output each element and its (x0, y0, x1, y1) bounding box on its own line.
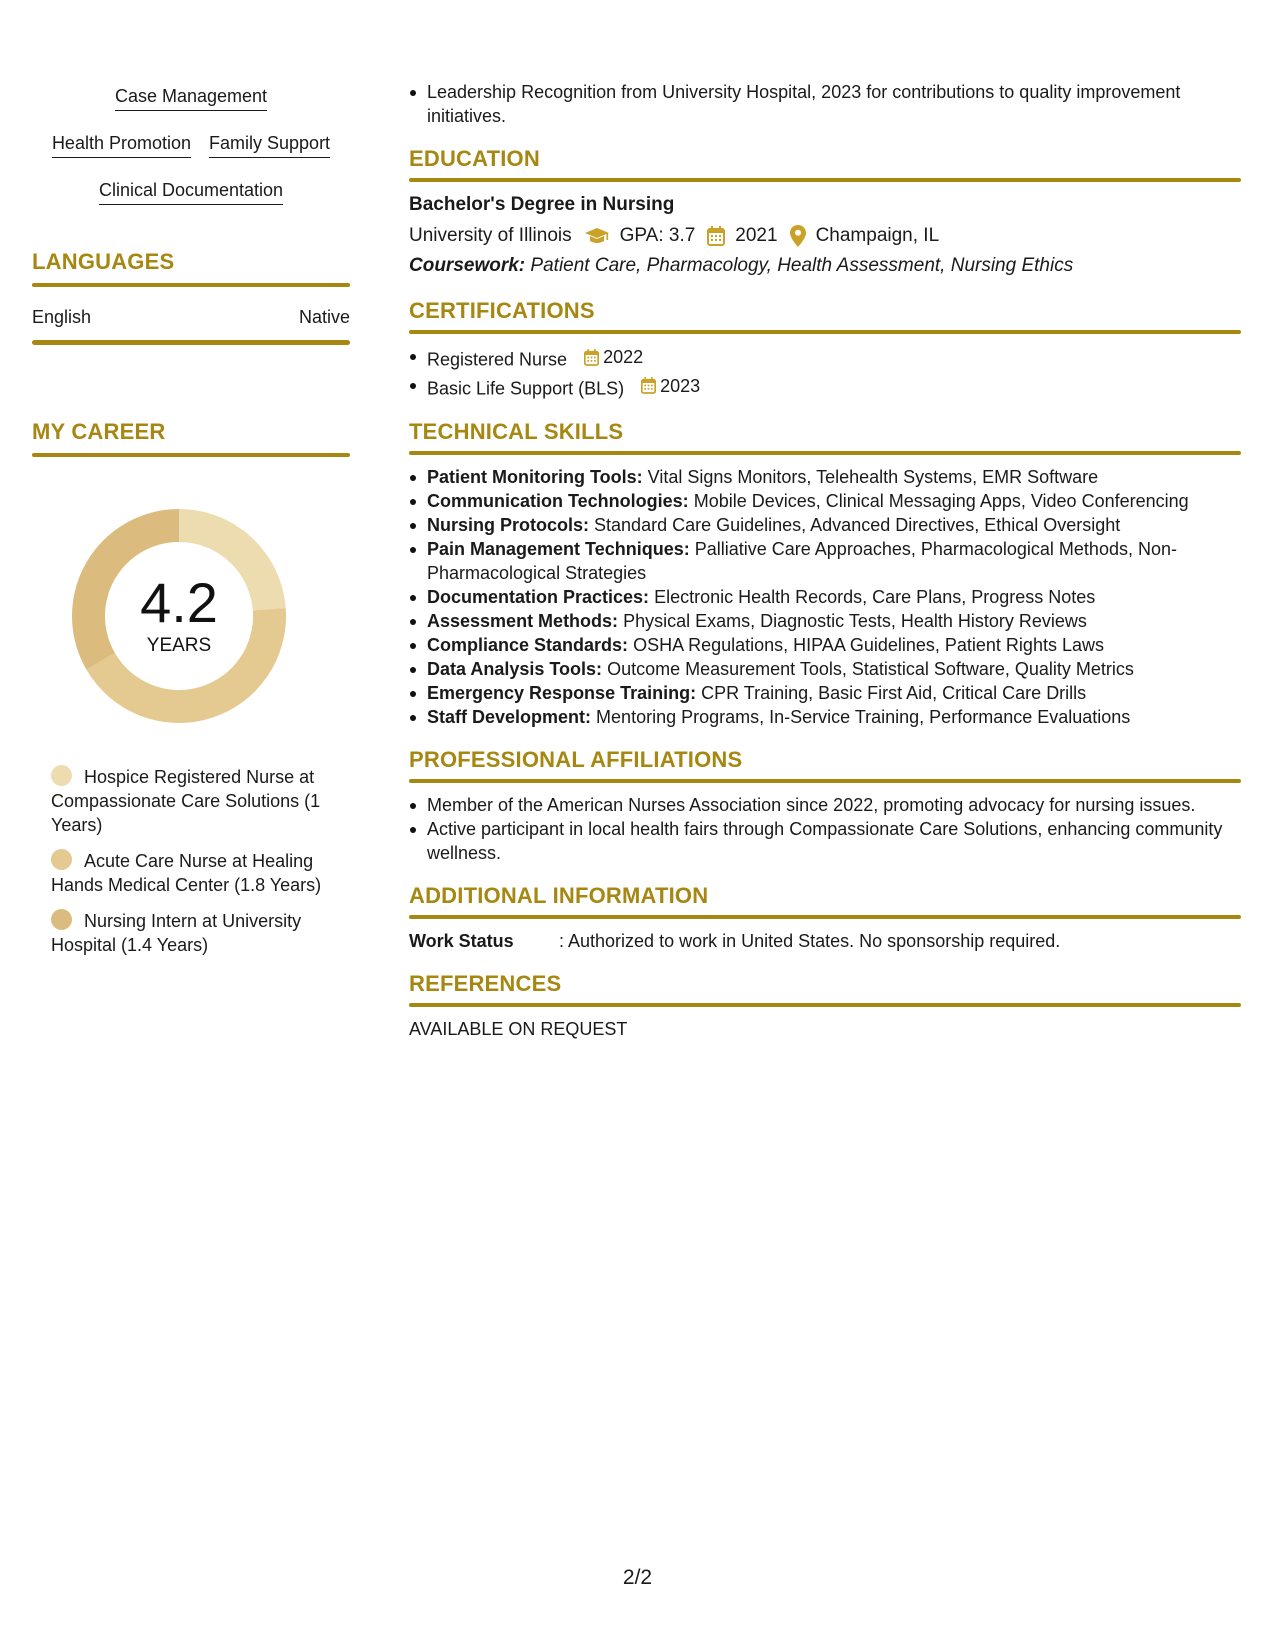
gpa: GPA: 3.7 (619, 225, 696, 246)
skill-category: Documentation Practices: (427, 587, 650, 607)
affiliations-section (409, 747, 1241, 865)
page-number: 2/2 (622, 1566, 653, 1589)
language-name: English (32, 307, 92, 327)
degree-title: Bachelor's Degree in Nursing (409, 194, 675, 215)
career-legend-item (51, 909, 322, 957)
work-status-row (409, 929, 1241, 953)
legend-dot (51, 849, 72, 870)
career-donut-chart (66, 503, 292, 729)
language-proficiency-bar (32, 340, 350, 345)
skill-category: Assessment Methods: (427, 611, 619, 631)
coursework-label: Coursework: (409, 255, 526, 276)
section-divider (409, 330, 1241, 334)
career-legend-label: Acute Care Nurse at Healing Hands Medical Center (1.8 Years) (51, 851, 322, 895)
section-divider (409, 915, 1241, 919)
skill-category: Emergency Response Training: (427, 683, 697, 703)
section-divider (409, 178, 1241, 182)
references-section (409, 971, 1241, 1041)
calendar-icon (707, 226, 725, 246)
skill-category: Nursing Protocols: (427, 515, 590, 535)
donut-center (66, 503, 292, 729)
career-legend-item (51, 849, 322, 897)
skill-category: Patient Monitoring Tools: (427, 467, 643, 487)
technical-skill-item (409, 705, 1241, 729)
technical-skill-item (409, 513, 1241, 537)
technical-skill-item (409, 657, 1241, 681)
career-legend-item (51, 765, 322, 837)
technical-skill-item (409, 609, 1241, 633)
certification-list (409, 344, 1241, 401)
skill-category: Staff Development: (427, 707, 592, 727)
work-status-value: : Authorized to work in United States. No sponsorship required. (559, 931, 1061, 951)
section-divider (32, 283, 350, 287)
education-details (409, 222, 1241, 250)
section-divider (32, 453, 350, 457)
skill-category: Communication Technologies: (427, 491, 689, 511)
career-legend-label: Hospice Registered Nurse at Compassionate Care Solutions (1 Years) (51, 767, 321, 835)
section-divider (409, 1003, 1241, 1007)
skill-tag-row (52, 131, 330, 158)
certification-item (409, 373, 1241, 402)
coursework (409, 252, 1241, 280)
right-column (409, 80, 1241, 1041)
technical-skill-item (409, 633, 1241, 657)
technical-skill-item (409, 465, 1241, 489)
technical-skill-item (409, 489, 1241, 513)
skill-tag: Family Support (209, 131, 330, 158)
certification-year: 2023 (660, 375, 701, 396)
technical-skills-list (409, 465, 1241, 729)
certification-name: Basic Life Support (BLS) (427, 378, 625, 398)
award-item: Leadership Recognition from University Hospital, 2023 for contributions to quality improvement initiatives. (409, 80, 1241, 128)
school-name: University of Illinois (409, 225, 572, 246)
career-legend-label: Nursing Intern at University Hospital (1.4 Years) (51, 911, 302, 955)
skill-tag: Clinical Documentation (99, 178, 283, 205)
references-heading: REFERENCES (409, 971, 562, 996)
calendar-icon (584, 349, 599, 366)
career-total-years: 4.2 (140, 571, 218, 634)
career-section (32, 419, 350, 957)
skill-category: Data Analysis Tools: (427, 659, 603, 679)
skill-details: Vital Signs Monitors, Telehealth Systems, EMR Software (647, 467, 1099, 487)
additional-info-heading: ADDITIONAL INFORMATION (409, 883, 709, 908)
skill-details: Outcome Measurement Tools, Statistical Software, Quality Metrics (607, 659, 1134, 679)
graduation-cap-icon (584, 227, 610, 245)
skill-details: Mentoring Programs, In-Service Training, Performance Evaluations (596, 707, 1131, 727)
school-location: Champaign, IL (815, 225, 940, 246)
skill-tags (32, 84, 350, 205)
left-column (32, 84, 350, 969)
skill-category: Compliance Standards: (427, 635, 629, 655)
section-divider (409, 779, 1241, 783)
certification-year: 2022 (603, 347, 644, 367)
certifications-heading: CERTIFICATIONS (409, 298, 595, 323)
location-pin-icon (790, 225, 806, 247)
technical-skills-heading: TECHNICAL SKILLS (409, 419, 624, 444)
languages-section (32, 249, 350, 345)
additional-info-section (409, 883, 1241, 953)
career-heading: MY CAREER (32, 419, 166, 444)
languages-heading: LANGUAGES (32, 249, 175, 274)
affiliations-list (409, 793, 1241, 865)
section-divider (409, 451, 1241, 455)
language-row (32, 307, 350, 328)
skill-details: Standard Care Guidelines, Advanced Directives, Ethical Oversight (594, 515, 1121, 535)
skill-category: Pain Management Techniques: (427, 539, 690, 559)
award-list (409, 80, 1241, 128)
coursework-list: Patient Care, Pharmacology, Health Assessment, Nursing Ethics (530, 255, 1074, 276)
skill-details: Physical Exams, Diagnostic Tests, Health History Reviews (623, 611, 1087, 631)
technical-skill-item (409, 681, 1241, 705)
technical-skills-section (409, 419, 1241, 729)
language-level: Native (298, 307, 350, 327)
technical-skill-item (409, 537, 1241, 585)
skill-details: CPR Training, Basic First Aid, Critical Care Drills (701, 683, 1087, 703)
certifications-section (409, 298, 1241, 401)
education-heading: EDUCATION (409, 146, 540, 171)
skill-tag-row (99, 178, 283, 205)
career-total-unit: YEARS (146, 635, 212, 656)
technical-skill-item (409, 585, 1241, 609)
skill-details: Palliative Care Approaches, Pharmacological Methods, Non-Pharmacological Strategies (427, 539, 1177, 583)
skill-tag-row (115, 84, 267, 111)
work-status-label: Work Status (409, 931, 514, 951)
career-legend (32, 765, 322, 957)
graduation-year: 2021 (735, 225, 778, 246)
legend-dot (51, 765, 72, 786)
skill-tag: Health Promotion (52, 131, 191, 158)
skill-details: Mobile Devices, Clinical Messaging Apps, Video Conferencing (693, 491, 1189, 511)
certification-name: Registered Nurse (427, 349, 568, 370)
education-section (409, 146, 1241, 280)
references-text: AVAILABLE ON REQUEST (409, 1019, 628, 1039)
skill-details: Electronic Health Records, Care Plans, Progress Notes (654, 587, 1096, 607)
skill-tag: Case Management (115, 84, 267, 111)
certification-item (409, 344, 1241, 373)
affiliation-item: Active participant in local health fairs through Compassionate Care Solutions, enhancing community wellness. (409, 817, 1241, 865)
affiliations-heading: PROFESSIONAL AFFILIATIONS (409, 747, 743, 772)
affiliation-item: Member of the American Nurses Association since 2022, promoting advocacy for nursing issues. (409, 793, 1241, 817)
legend-dot (51, 909, 72, 930)
skill-details: OSHA Regulations, HIPAA Guidelines, Patient Rights Laws (633, 635, 1104, 655)
calendar-icon (641, 377, 656, 394)
